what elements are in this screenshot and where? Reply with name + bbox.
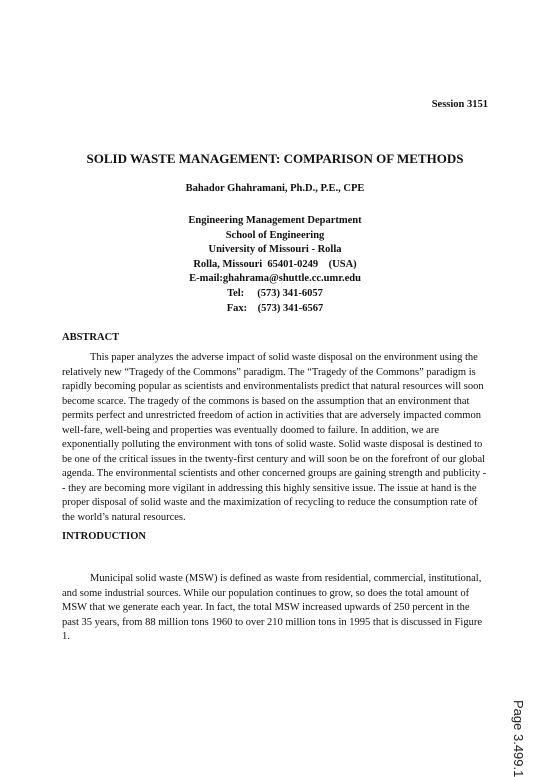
affiliation-block xyxy=(0,214,550,316)
affiliation-university: University of Missouri - Rolla xyxy=(208,244,342,256)
affiliation-email: E-mail:ghahrama@shuttle.cc.umr.edu xyxy=(189,273,361,285)
affiliation-address: Rolla, Missouri 65401-0249 (USA) xyxy=(193,258,357,270)
affiliation-department: Engineering Management Department xyxy=(188,215,362,226)
paper-title: SOLID WASTE MANAGEMENT: COMPARISON OF METHODS xyxy=(86,151,464,166)
abstract-heading: ABSTRACT xyxy=(62,332,120,343)
author-name: Bahador Ghahramani, Ph.D., P.E., CPE xyxy=(185,183,365,194)
session-number: Session 3151 xyxy=(431,99,488,110)
abstract-text: This paper analyzes the adverse impact of solid waste disposal on the environment using the relatively new “Tragedy of the Commons” paradigm. The “Tragedy of the Commons” paradigm is rapidly becoming popular as scientists and environmentalists predict that natural resources will soon become scarce. The tragedy of the commons is based on the assumption that an environment that permits perfect and unrestricted freedom of action in activities that are adversely impacted common well-fare, well-being and properties was eventually doomed to failure. In addition, we are exponentially polluting the environment with tons of solid waste. Solid waste disposal is destined to be one of the critical issues in the twenty-first century and will soon be on the forefront of our global agenda. The environmental scientists and other concerned groups are gaining strength and publicity -- they are becoming more vigilant in addressing this highly sensitive issue. The issue at hand is the proper disposal of solid waste and the maximization of recycling to reduce the consumption rate of the world’s natural resources. xyxy=(62,352,487,523)
affiliation-school: School of Engineering xyxy=(225,229,325,241)
introduction-heading: INTRODUCTION xyxy=(62,531,147,542)
page-number-label: Page 3.499.1 xyxy=(511,700,526,777)
introduction-text: Municipal solid waste (MSW) is defined as waste from residential, commercial, institutional, and some industrial sources. While our population continues to grow, so does the total amount of MSW that we generate each year. In fact, the total MSW increased upwards of 250 percent in the past 35 years, from 88 million tons 1960 to over 210 million tons in 1995 that is discussed in Figure 1. xyxy=(62,573,482,642)
affiliation-fax: Fax: (573) 341-6567 xyxy=(226,302,324,314)
affiliation-phone: Tel: (573) 341-6057 xyxy=(227,287,323,299)
